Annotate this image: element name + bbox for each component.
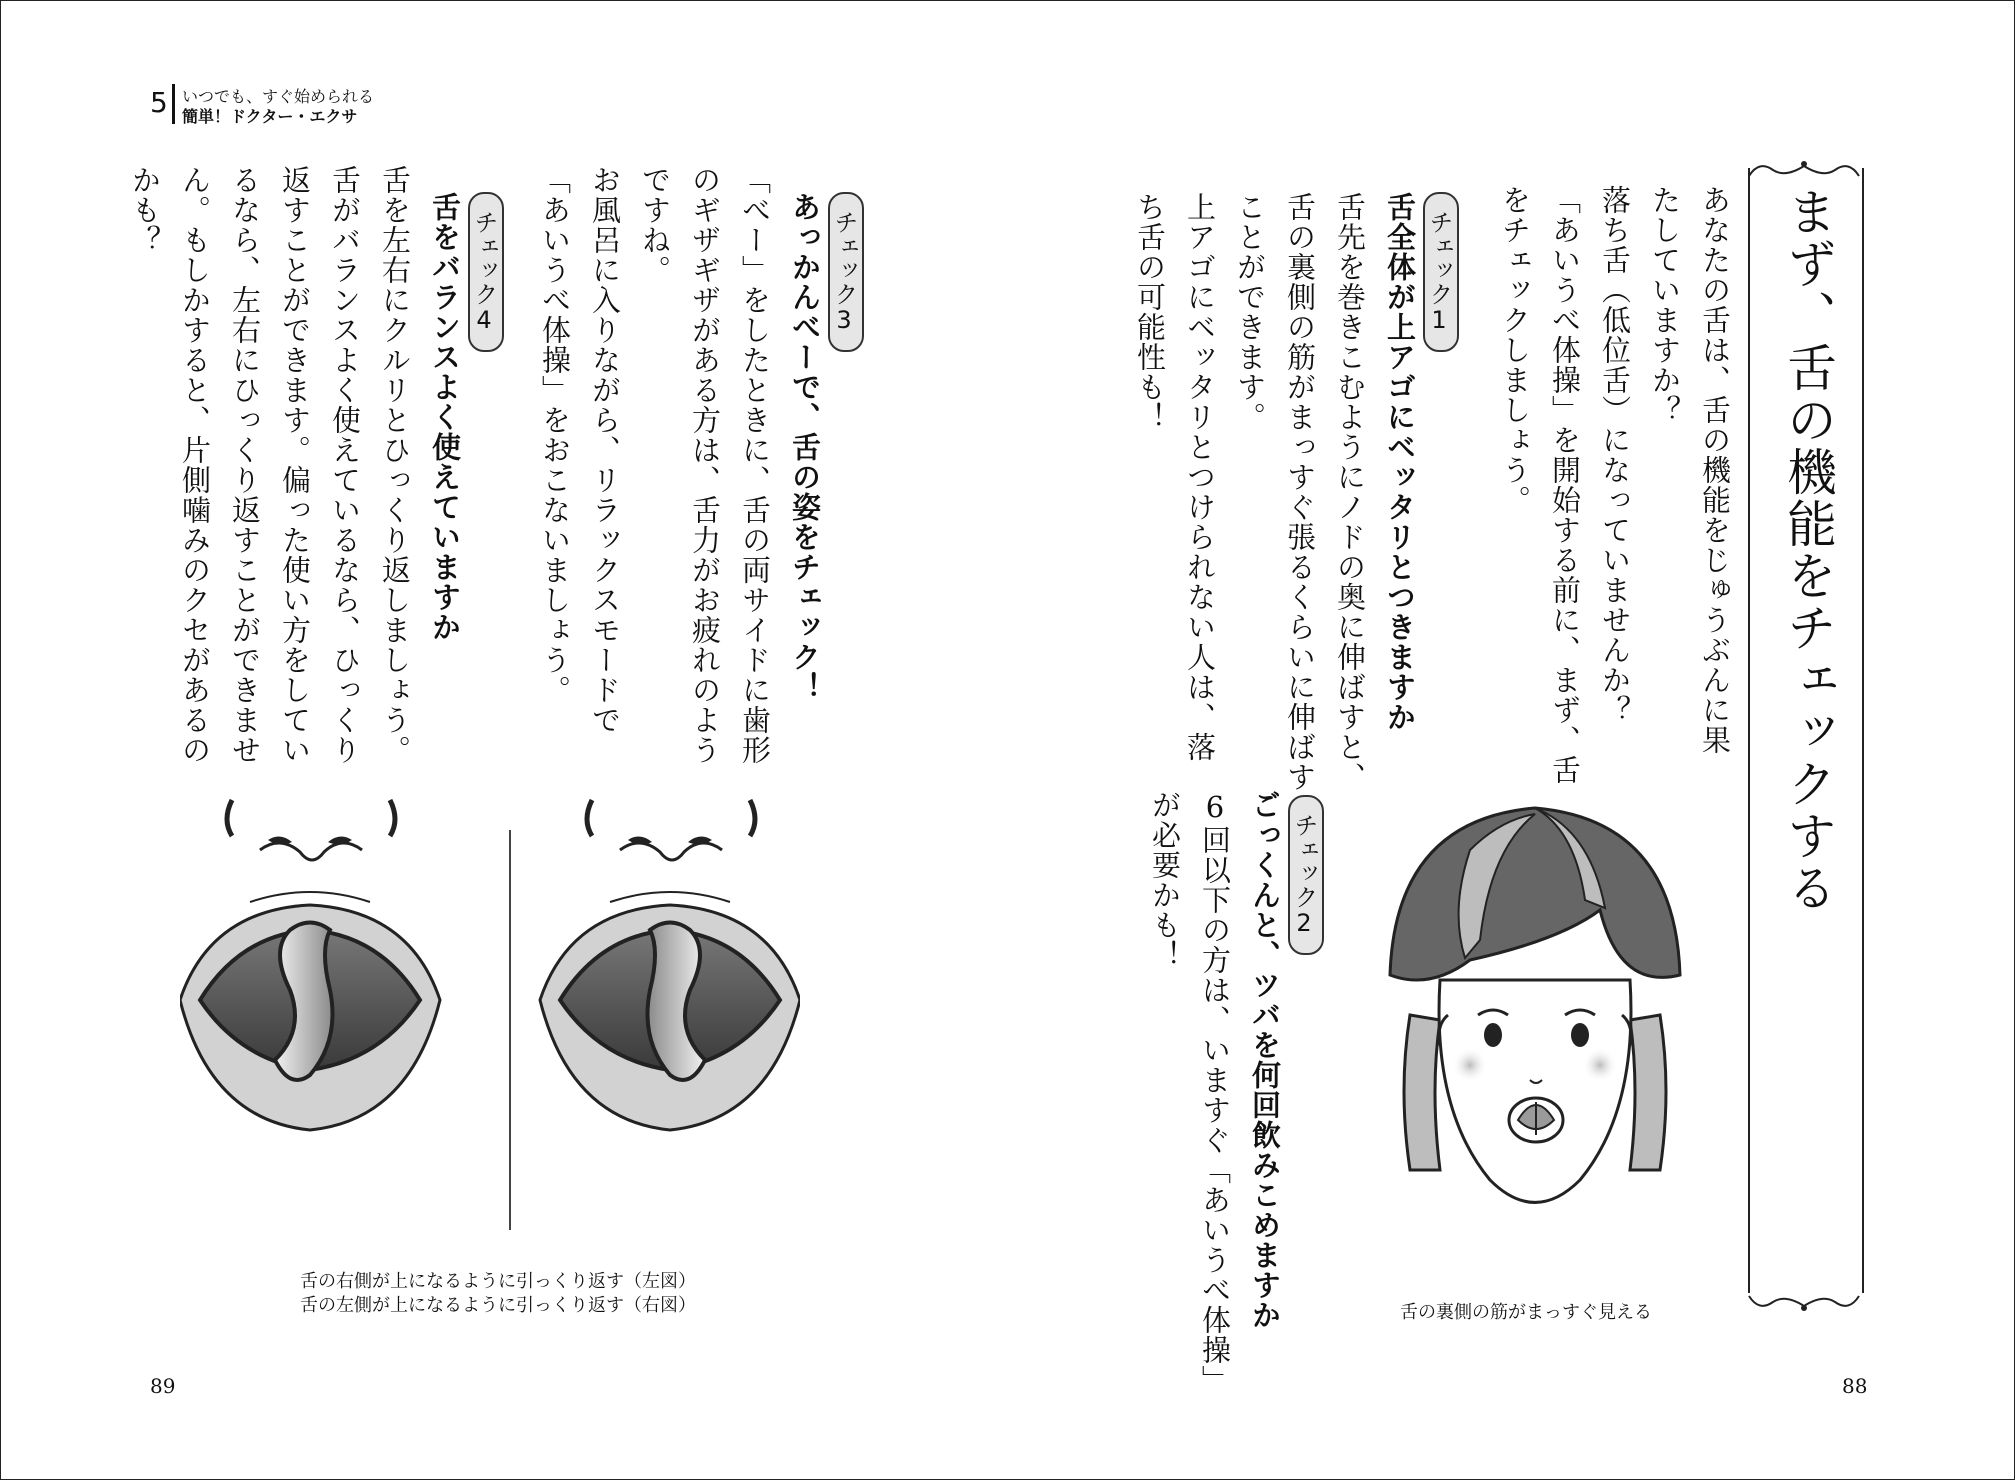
intro-line-1: あなたの舌は、舌の機能をじゅうぶんに果 [1698,185,1732,755]
mouth-right [540,800,800,1130]
chapter-number: 5 [150,86,168,119]
check1-line-3: ことができます。 [1233,192,1267,432]
check2-line-1: 6回以下の方は、いますぐ「あいうべ体操」 [1198,790,1232,1395]
check4-line-1: 舌を左右にクルリとひっくり返しましょう。 [378,165,412,765]
page-title: まず、舌の機能をチェックする [1779,186,1837,914]
face-caption: 舌の裏側の筋がまっすぐ見える [1400,1302,1652,1323]
check4-line-3: 返すことができます。偏った使い方をしてい [278,165,312,765]
check1-line-2: 舌の裏側の筋がまっすぐ張るくらいに伸ばす [1283,192,1317,792]
title-ornament-bottom [1745,1290,1863,1316]
check1-line-4: 上アゴにベッタリとつけられない人は、落 [1183,192,1217,762]
face-illustration [1370,790,1700,1230]
check3-label: チェック3 [828,192,864,352]
page-number-left: 89 [150,1374,176,1398]
check4-line-2: 舌がバランスよく使えているなら、ひっくり [328,165,362,765]
check4-heading: 舌をバランスよく使えていますか [428,192,462,642]
check4-line-5: ん。もしかすると、片側噛みのクセがあるの [178,165,212,765]
intro-line-5: をチェックしましょう。 [1498,185,1532,515]
check1-line-1: 舌先を巻きこむようにノドの奥に伸ばすと、 [1333,192,1367,792]
check3-line-3: ですね。 [638,165,672,285]
check4-line-6: かも？ [128,165,162,255]
check4-label: チェック4 [468,192,504,352]
check2-label: チェック2 [1288,795,1324,955]
check4-line-4: るなら、左右にひっくり返すことができませ [228,165,262,765]
mouth-left [180,800,440,1130]
check3-line-4: お風呂に入りながら、リラックスモードで [588,165,622,735]
page-number-right: 88 [1842,1374,1868,1398]
check1-body [1115,192,1375,792]
check3-heading: あっかんべーで、舌の姿をチェック！ [788,192,822,702]
check3-line-5: 「あいうべ体操」をおこないましょう。 [538,165,572,705]
intro-line-2: たしていますか？ [1648,185,1682,425]
check1-label: チェック1 [1423,192,1459,352]
check3-line-1: 「べー」をしたときに、舌の両サイドに歯形 [738,165,772,765]
intro-line-3: 落ち舌（低位舌）になっていませんか？ [1598,185,1632,725]
tongue-caption-line-2: 舌の左側が上になるように引っくり返す（右図） [300,1295,696,1316]
intro-line-4: 「あいうべ体操」を開始する前に、まず、舌 [1548,185,1582,785]
check2-heading: ごっくんと、ツバを何回飲みこめますか [1248,790,1282,1330]
header-line1: いつでも、すぐ始められる [182,87,375,106]
header-line2: 簡単！ドクター・エクサ [182,107,358,126]
check1-line-5: ち舌の可能性も！ [1133,192,1167,432]
check4-body [115,165,420,765]
intro-paragraph [1475,185,1740,785]
title-box [1748,168,1864,1293]
tongue-caption [300,1270,696,1318]
check2-body [1135,790,1240,1395]
check2-line-2: が必要かも！ [1148,790,1182,970]
header-bar [172,84,175,124]
check3-body [530,165,780,765]
check1-heading: 舌全体が上アゴにベッタリとつきますか [1383,192,1417,732]
tongue-flip-illustration [180,790,800,1230]
tongue-caption-line-1: 舌の右側が上になるように引っくり返す（左図） [300,1271,696,1292]
check3-line-2: のギザギザがある方は、舌力がお疲れのよう [688,165,722,765]
